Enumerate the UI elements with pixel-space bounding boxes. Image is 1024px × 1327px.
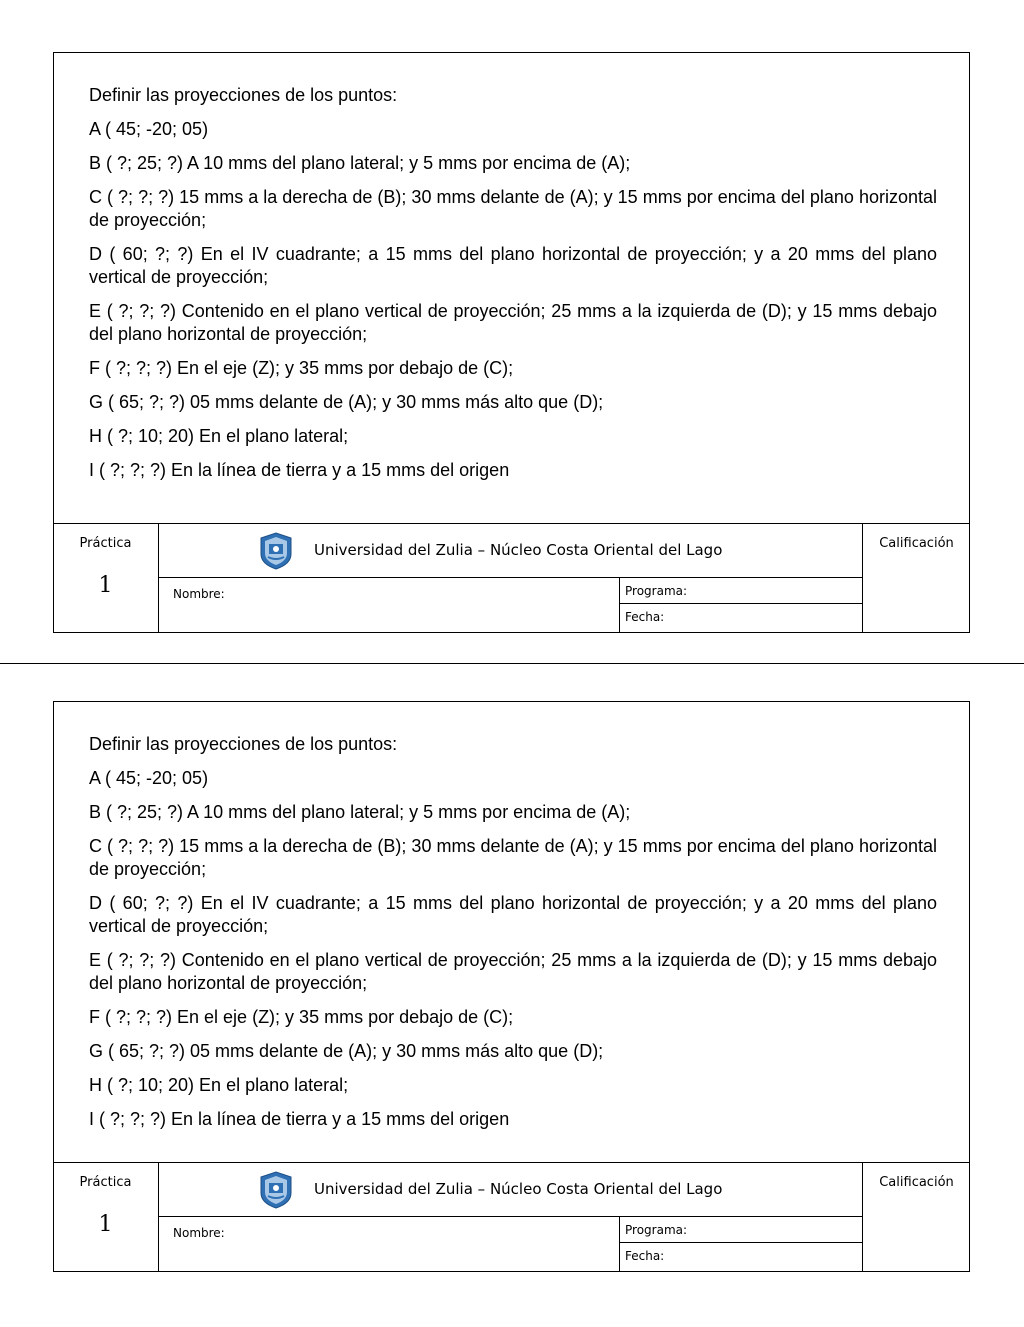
university-header xyxy=(159,1163,862,1217)
calificacion-cell xyxy=(862,524,970,632)
practica-label: Práctica xyxy=(79,536,132,551)
exercise-line: C ( ?; ?; ?) 15 mms a la derecha de (B); 30 mms delante de (A); y 15 mms por encima del plano horizontal de proyección; xyxy=(89,836,937,879)
programa-cell xyxy=(619,578,862,604)
exercise-text xyxy=(89,84,937,493)
university-name: Universidad del Zulia – Núcleo Costa Oriental del Lago xyxy=(314,541,723,559)
exercise-line: B ( ?; 25; ?) A 10 mms del plano lateral; y 5 mms por encima de (A); xyxy=(89,802,631,822)
programa-cell xyxy=(619,1217,862,1243)
title-block-center xyxy=(159,1163,862,1271)
exercise-line: F ( ?; ?; ?) En el eje (Z); y 35 mms por debajo de (C); xyxy=(89,1007,514,1027)
exercise-line: Definir las proyecciones de los puntos: xyxy=(89,734,398,754)
calificacion-label: Calificación xyxy=(879,536,954,551)
title-block xyxy=(53,523,970,633)
exercise-line: H ( ?; 10; 20) En el plano lateral; xyxy=(89,1075,349,1095)
programa-label: Programa: xyxy=(625,1223,688,1237)
exercise-line: Definir las proyecciones de los puntos: xyxy=(89,85,398,105)
fecha-label: Fecha: xyxy=(625,1249,665,1263)
calificacion-cell xyxy=(862,1163,970,1271)
exercise-line: A ( 45; -20; 05) xyxy=(89,768,209,788)
exercise-line: D ( 60; ?; ?) En el IV cuadrante; a 15 mms del plano horizontal de proyección; y a 20 mms del plano vertical de proyección; xyxy=(89,244,937,287)
university-header xyxy=(159,524,862,578)
title-block-center xyxy=(159,524,862,632)
exercise-line: G ( 65; ?; ?) 05 mms delante de (A); y 30 mms más alto que (D); xyxy=(89,1041,604,1061)
exercise-text xyxy=(89,733,937,1142)
practica-number: 1 xyxy=(98,573,113,598)
cut-line-divider xyxy=(0,663,1024,664)
university-crest-icon xyxy=(259,1171,293,1209)
university-crest-icon xyxy=(259,532,293,570)
exercise-line: E ( ?; ?; ?) Contenido en el plano vertical de proyección; 25 mms a la izquierda de (D); y 15 mms debajo del plano horizontal de proyección; xyxy=(89,950,937,993)
calificacion-label: Calificación xyxy=(879,1175,954,1190)
exercise-line: B ( ?; 25; ?) A 10 mms del plano lateral; y 5 mms por encima de (A); xyxy=(89,153,631,173)
exercise-line: H ( ?; 10; 20) En el plano lateral; xyxy=(89,426,349,446)
title-block xyxy=(53,1162,970,1272)
exercise-line: I ( ?; ?; ?) En la línea de tierra y a 15 mms del origen xyxy=(89,1109,510,1129)
fecha-cell xyxy=(619,1243,862,1271)
exercise-line: F ( ?; ?; ?) En el eje (Z); y 35 mms por debajo de (C); xyxy=(89,358,514,378)
nombre-label: Nombre: xyxy=(173,1226,225,1240)
practica-cell xyxy=(53,524,159,632)
exercise-line: A ( 45; -20; 05) xyxy=(89,119,209,139)
exercise-line: C ( ?; ?; ?) 15 mms a la derecha de (B); 30 mms delante de (A); y 15 mms por encima del plano horizontal de proyección; xyxy=(89,187,937,230)
practica-cell xyxy=(53,1163,159,1271)
university-name: Universidad del Zulia – Núcleo Costa Oriental del Lago xyxy=(314,1180,723,1198)
practica-label: Práctica xyxy=(79,1175,132,1190)
exercise-line: G ( 65; ?; ?) 05 mms delante de (A); y 30 mms más alto que (D); xyxy=(89,392,604,412)
exercise-line: E ( ?; ?; ?) Contenido en el plano vertical de proyección; 25 mms a la izquierda de (D); y 15 mms debajo del plano horizontal de proyección; xyxy=(89,301,937,344)
programa-label: Programa: xyxy=(625,584,688,598)
fecha-cell xyxy=(619,604,862,632)
fecha-label: Fecha: xyxy=(625,610,665,624)
exercise-line: D ( 60; ?; ?) En el IV cuadrante; a 15 mms del plano horizontal de proyección; y a 20 mms del plano vertical de proyección; xyxy=(89,893,937,936)
nombre-label: Nombre: xyxy=(173,587,225,601)
exercise-sheet-2 xyxy=(53,701,970,1272)
exercise-line: I ( ?; ?; ?) En la línea de tierra y a 15 mms del origen xyxy=(89,460,510,480)
practica-number: 1 xyxy=(98,1212,113,1237)
exercise-sheet-1 xyxy=(53,52,970,633)
